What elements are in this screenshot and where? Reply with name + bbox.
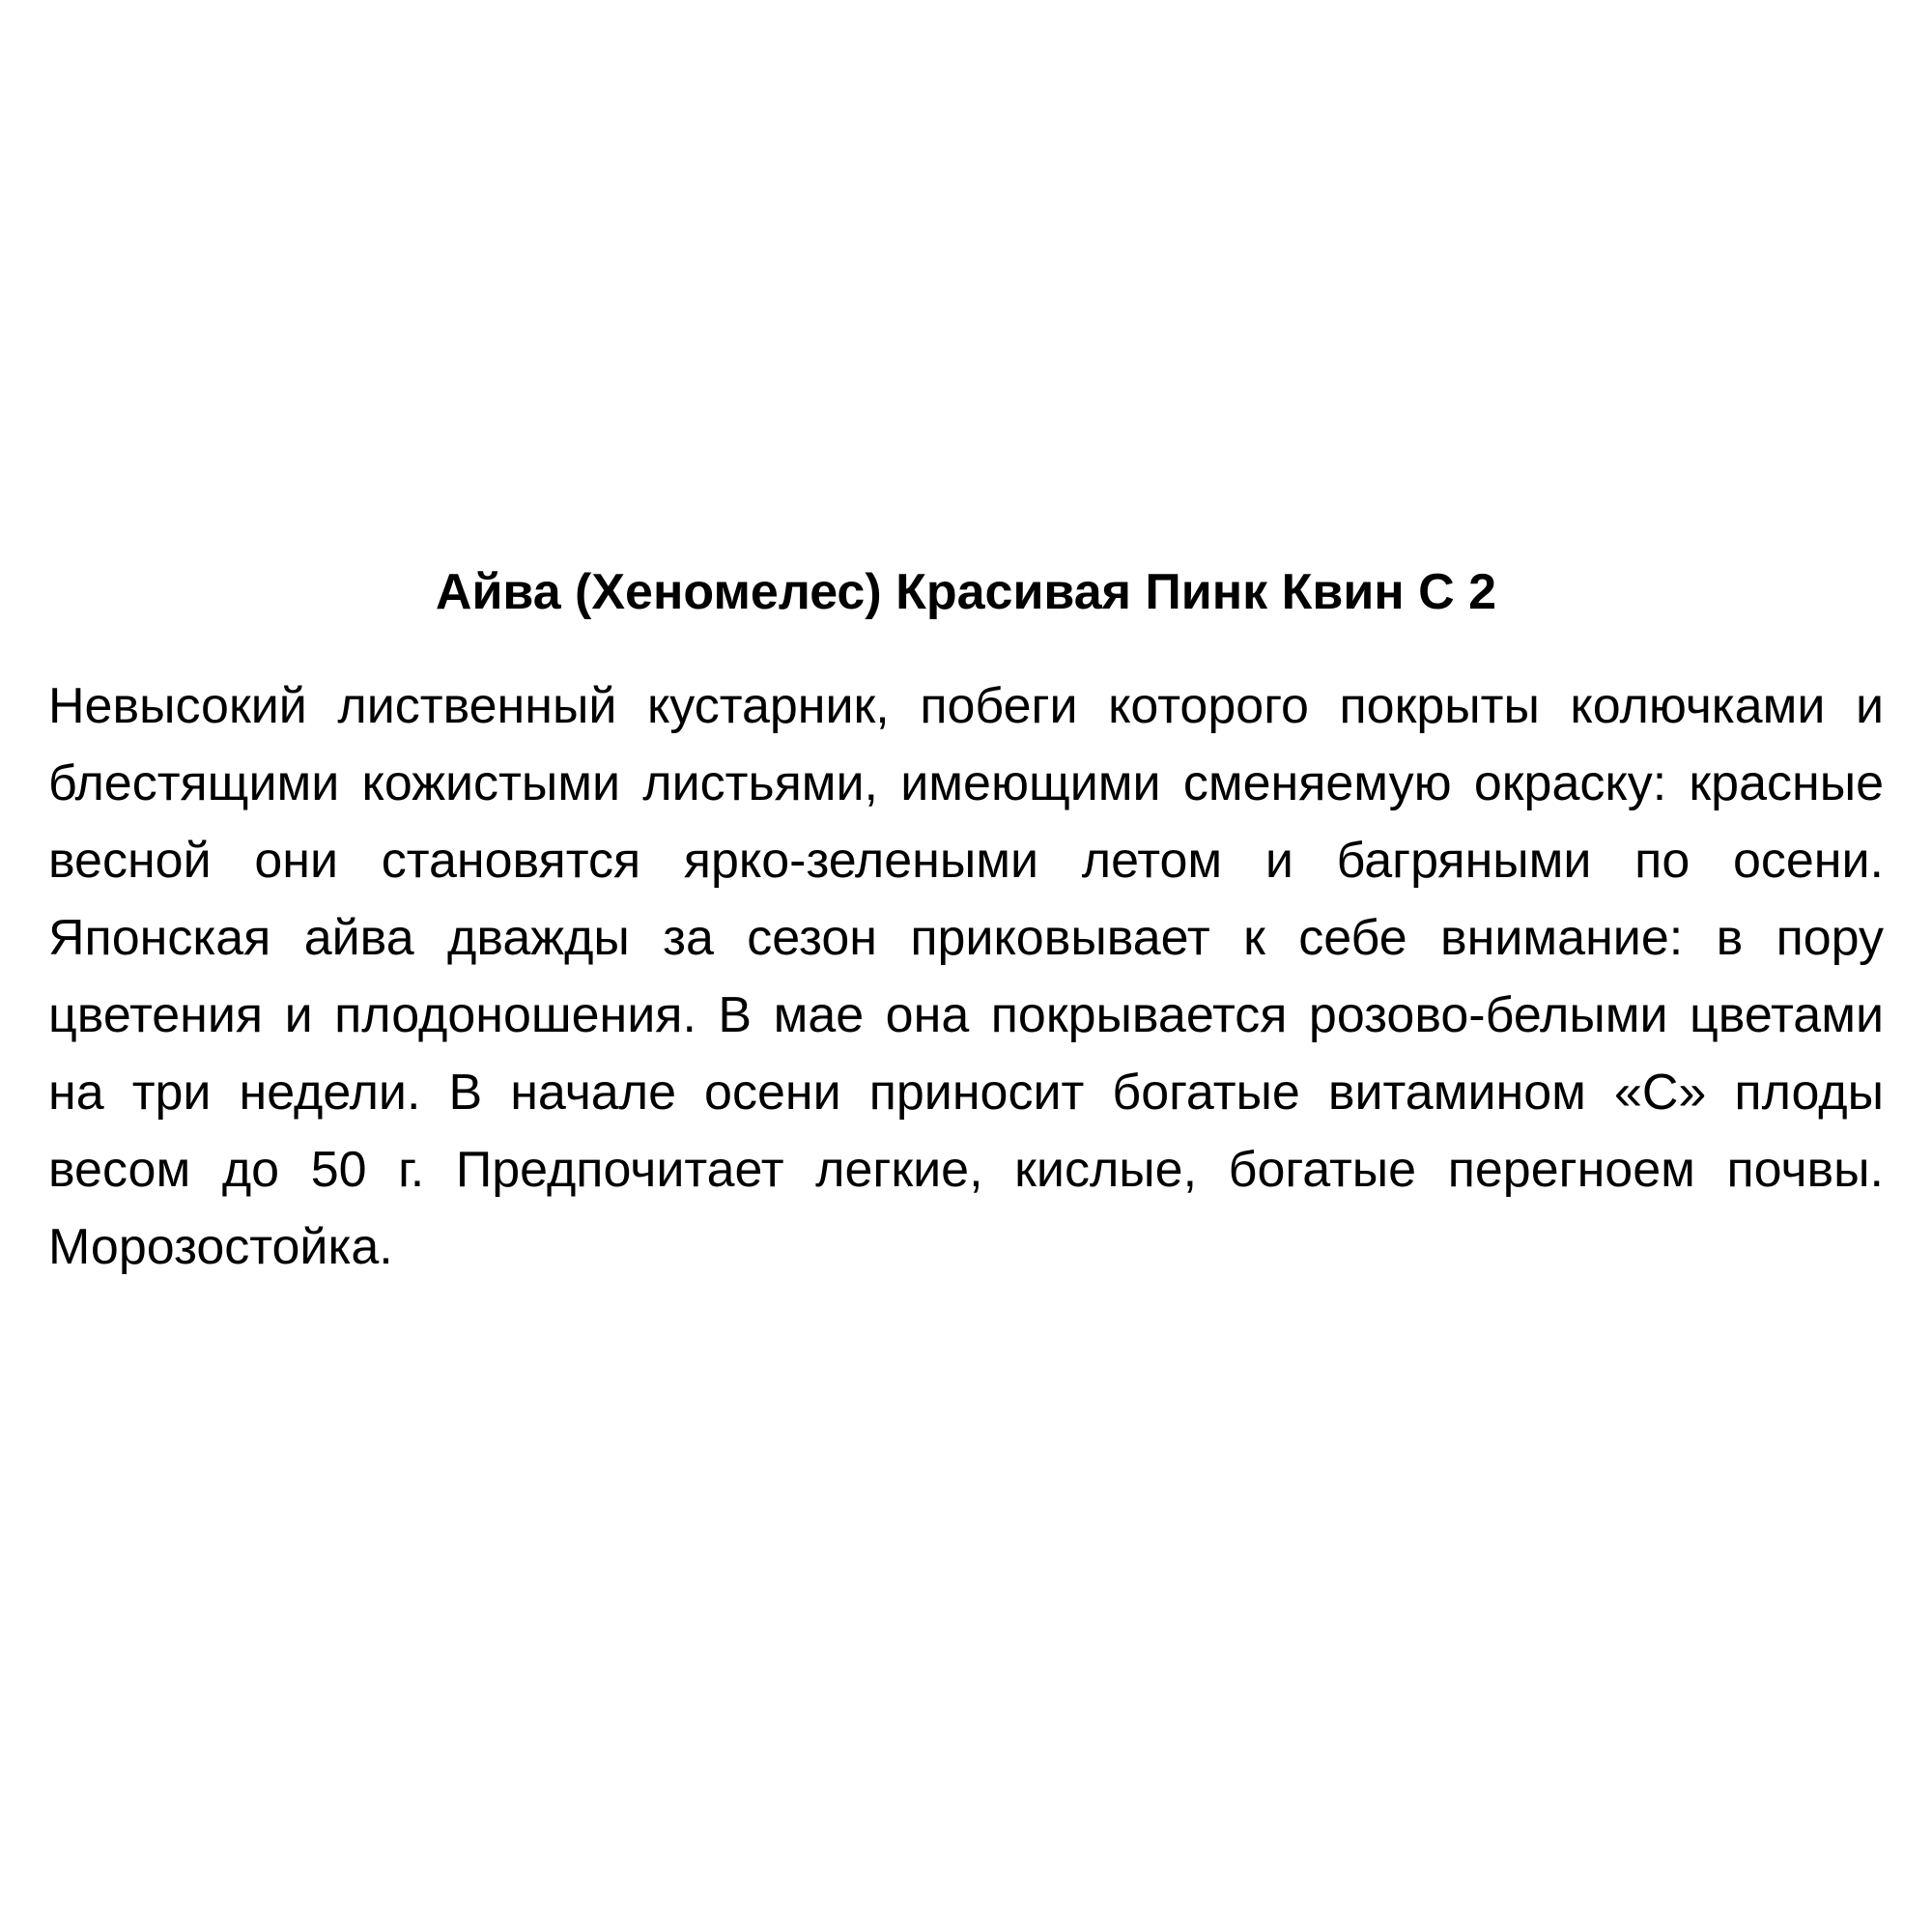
product-description-page xyxy=(48,555,1884,1286)
product-description: Невысокий лиственный кустарник, побеги которого покрыты колючками и блестящими кожистыми листьями, имеющими сменяемую окраску: красные весной они становятся ярко-зелеными летом и багряными по осени. Японская айва дважды за сезон приковывает к себе внимание: в пору цветения и плодоношения. В мае она покрывается розово-белыми цветами на три недели. В начале осени приносит богатые витамином «С» плоды весом до 50 г. Предпочитает легкие, кислые, богатые перегноем почвы. Морозостойка. xyxy=(48,678,1884,1275)
product-title: Айва (Хеномелес) Красивая Пинк Квин С 2 xyxy=(435,564,1497,620)
